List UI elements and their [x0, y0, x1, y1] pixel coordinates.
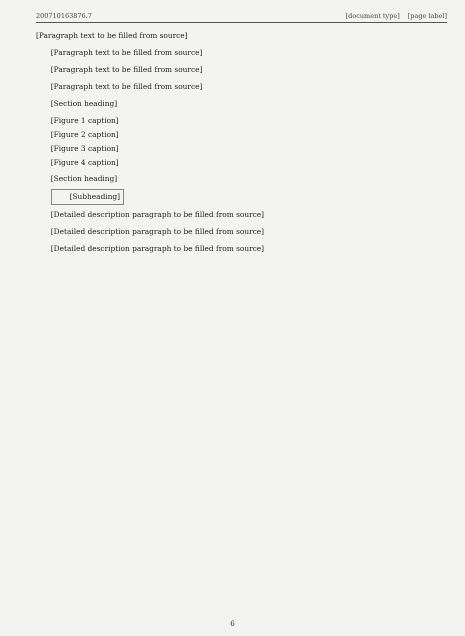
section-heading-embodiment: [Section heading] [50, 174, 118, 183]
figure-caption: [Figure 4 caption] [50, 158, 119, 167]
paragraph: [Detailed description paragraph to be filled from source] [50, 227, 265, 236]
section-heading-drawings: [Section heading] [50, 99, 118, 108]
paragraph: [Paragraph text to be filled from source] [36, 31, 188, 40]
page-header [36, 12, 447, 23]
paragraph: [Detailed description paragraph to be filled from source] [50, 210, 265, 219]
embodiment-subheading-wrap [36, 189, 447, 205]
document-id: 200710163876.7 [36, 12, 92, 20]
paragraph: [Paragraph text to be filled from source] [50, 48, 203, 57]
paragraph: [Detailed description paragraph to be filled from source] [50, 244, 265, 253]
figure-caption: [Figure 3 caption] [50, 144, 119, 153]
embodiment-subheading: [Subheading] [51, 189, 124, 205]
paragraph: [Paragraph text to be filled from source] [50, 82, 203, 91]
page-number: 6 [230, 620, 235, 628]
page-label: [page label] [407, 12, 447, 20]
figure-caption: [Figure 2 caption] [50, 130, 119, 139]
document-type: [document type] [345, 12, 400, 20]
document-body [36, 29, 447, 256]
figure-caption: [Figure 1 caption] [50, 116, 119, 125]
paragraph: [Paragraph text to be filled from source] [50, 65, 203, 74]
header-right [346, 12, 447, 20]
